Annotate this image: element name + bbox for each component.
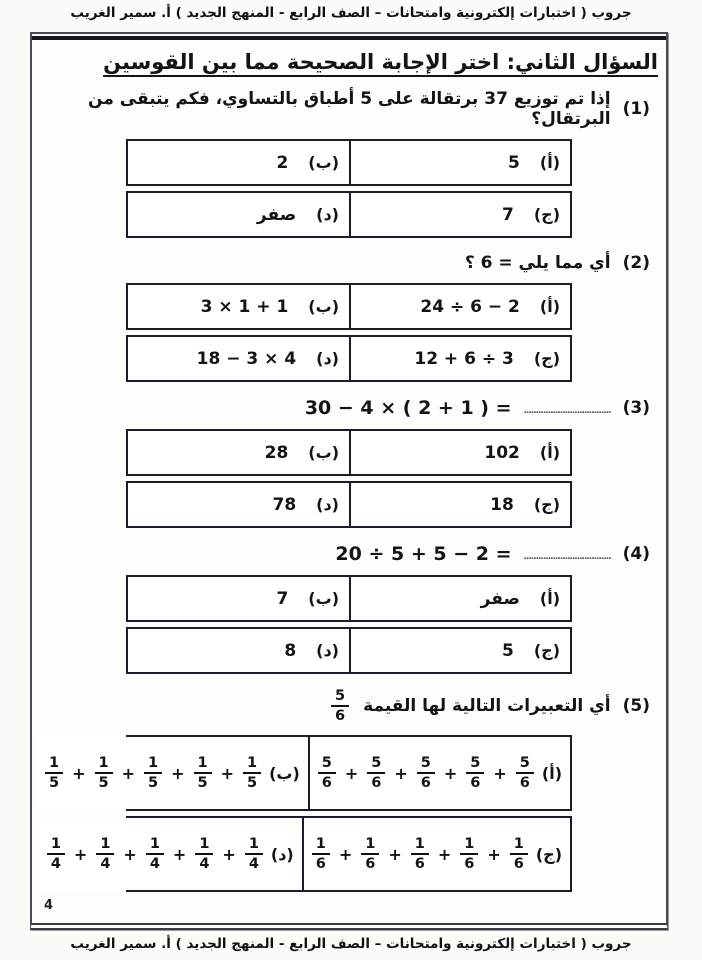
option-label: (أ) xyxy=(539,297,560,316)
fraction-sum xyxy=(318,754,534,792)
fraction-term: $\frac{5}{6}$ xyxy=(367,754,385,792)
fraction-denominator: 6 xyxy=(335,708,346,725)
option-label: (ب) xyxy=(308,153,339,172)
plus-sign: + xyxy=(487,844,501,864)
option-cell-c[interactable] xyxy=(349,629,570,672)
fraction-numerator: 5 xyxy=(331,687,349,707)
fraction-term: $\frac{1}{4}$ xyxy=(96,835,114,873)
question-3-options xyxy=(126,429,572,528)
answer-blank: .................................... xyxy=(523,406,611,416)
option-value: 3 × 1 + 1 xyxy=(200,296,289,317)
fraction-sum xyxy=(47,835,263,873)
option-cell-b[interactable] xyxy=(128,141,349,184)
question-number: (3) xyxy=(622,398,650,418)
question-number: (2) xyxy=(622,253,650,273)
option-cell-c[interactable] xyxy=(349,337,570,380)
question-2-head xyxy=(48,253,650,273)
option-value: 18 − 3 × 4 xyxy=(196,348,297,369)
fraction-sum xyxy=(312,835,528,873)
option-value: 8 xyxy=(284,640,297,661)
page-number: 4 xyxy=(44,898,54,913)
option-label: (ج) xyxy=(533,495,560,514)
page-footer: جروب ( اختبارات إلكترونية وامتحانات – الصف الرابع - المنهج الجديد ) أ. سمير الغريب xyxy=(70,936,632,952)
plus-sign: + xyxy=(338,844,353,864)
plus-sign: + xyxy=(73,844,88,864)
question-number: (5) xyxy=(622,696,650,717)
plus-sign: + xyxy=(123,844,137,864)
option-value: 78 xyxy=(272,494,297,515)
question-1-head xyxy=(48,89,650,129)
plus-sign: + xyxy=(394,763,408,783)
option-label: (د) xyxy=(270,844,294,864)
question-2-options xyxy=(126,283,572,382)
plus-sign: + xyxy=(222,844,236,864)
option-label: (ج) xyxy=(535,844,562,864)
option-row xyxy=(126,283,572,330)
plus-sign: + xyxy=(172,844,187,864)
option-label: (ج) xyxy=(533,641,560,660)
question-2 xyxy=(32,253,666,382)
option-label: (أ) xyxy=(539,589,560,608)
option-value: 7 xyxy=(502,204,514,225)
section-title: السؤال الثاني: اختر الإجابة الصحيحة مما بين القوسين xyxy=(103,50,658,74)
option-value: صفر xyxy=(256,204,297,225)
fraction-term: $\frac{5}{6}$ xyxy=(417,754,435,792)
option-cell-b[interactable] xyxy=(128,431,349,474)
fraction-term: $\frac{1}{4}$ xyxy=(245,835,263,873)
fraction-term: $\frac{1}{4}$ xyxy=(47,835,65,873)
plus-sign: + xyxy=(121,763,135,783)
fraction-term: $\frac{1}{4}$ xyxy=(146,835,164,873)
question-number: (1) xyxy=(622,99,650,119)
option-cell-c[interactable] xyxy=(302,818,570,890)
option-value: 18 xyxy=(490,494,514,515)
question-text: أي التعبيرات التالية لها القيمة xyxy=(363,696,611,717)
option-value: 2 xyxy=(276,152,289,173)
fraction-term: $\frac{5}{6}$ xyxy=(516,754,534,792)
fraction-term: $\frac{1}{6}$ xyxy=(510,835,528,873)
option-value: 7 xyxy=(276,588,289,609)
option-label: (ج) xyxy=(533,349,560,368)
option-row xyxy=(126,481,572,528)
fraction-term: $\frac{1}{4}$ xyxy=(195,835,213,873)
option-label: (أ) xyxy=(539,443,560,462)
fraction-sum xyxy=(45,754,261,792)
option-cell-a[interactable] xyxy=(349,141,570,184)
option-cell-b[interactable] xyxy=(37,737,308,809)
option-cell-a[interactable] xyxy=(308,737,570,809)
plus-sign: + xyxy=(388,844,402,864)
option-cell-d[interactable] xyxy=(128,483,349,526)
fraction-term: $\frac{5}{6}$ xyxy=(466,754,484,792)
option-label: (د) xyxy=(316,205,339,224)
option-label: (أ) xyxy=(541,763,562,783)
page-header: جروب ( اختبارات إلكترونية وامتحانات – الصف الرابع - المنهج الجديد ) أ. سمير الغريب xyxy=(70,5,632,21)
question-1 xyxy=(32,89,666,238)
plus-sign: + xyxy=(493,763,507,783)
option-value: صفر xyxy=(480,588,520,609)
fraction-term: $\frac{1}{5}$ xyxy=(144,754,162,792)
question-4-head xyxy=(48,543,650,565)
option-label: (د) xyxy=(316,495,339,514)
question-5 xyxy=(32,687,666,892)
option-cell-d[interactable] xyxy=(128,337,349,380)
fraction-term: $\frac{1}{6}$ xyxy=(312,835,330,873)
option-cell-c[interactable] xyxy=(349,193,570,236)
fraction-term: $\frac{5}{6}$ xyxy=(318,754,336,792)
option-label: (د) xyxy=(316,349,339,368)
option-row xyxy=(126,335,572,382)
option-row xyxy=(126,429,572,476)
option-label: (ب) xyxy=(308,443,339,462)
fraction-term: $\frac{1}{5}$ xyxy=(95,754,113,792)
plus-sign: + xyxy=(344,763,359,783)
option-cell-d[interactable] xyxy=(128,629,349,672)
option-value: 102 xyxy=(484,442,520,463)
option-label: (ب) xyxy=(308,589,339,608)
question-number: (4) xyxy=(622,544,650,564)
option-row xyxy=(126,191,572,238)
question-4 xyxy=(32,543,666,674)
option-row xyxy=(50,816,572,892)
plus-sign: + xyxy=(220,763,234,783)
option-value: 12 + 6 ÷ 3 xyxy=(414,348,514,369)
target-fraction xyxy=(331,687,349,725)
question-1-options xyxy=(126,139,572,238)
option-cell-a[interactable] xyxy=(349,431,570,474)
option-cell-b[interactable] xyxy=(128,285,349,328)
fraction-term: $\frac{1}{6}$ xyxy=(361,835,379,873)
question-text: إذا تم توزيع 37 برتقالة على 5 أطباق بالتساوي، فكم يتبقى من البرتقال؟ xyxy=(88,89,611,129)
fraction-term: $\frac{1}{5}$ xyxy=(243,754,261,792)
fraction-term: $\frac{1}{6}$ xyxy=(460,835,478,873)
option-label: (ج) xyxy=(533,205,560,224)
question-5-head xyxy=(48,687,650,725)
option-label: (ب) xyxy=(269,763,300,783)
option-row xyxy=(49,735,572,811)
fraction-term: $\frac{1}{5}$ xyxy=(194,754,212,792)
option-value: 5 xyxy=(508,152,520,173)
option-cell-d[interactable] xyxy=(39,818,302,890)
option-row xyxy=(126,627,572,674)
exam-frame xyxy=(30,32,668,930)
fraction-term: $\frac{1}{5}$ xyxy=(45,754,63,792)
fraction-term: $\frac{1}{6}$ xyxy=(411,835,429,873)
answer-blank: .................................... xyxy=(523,552,611,562)
option-value: 28 xyxy=(264,442,289,463)
option-row xyxy=(126,139,572,186)
option-label: (أ) xyxy=(539,153,560,172)
option-cell-a[interactable] xyxy=(349,577,570,620)
plus-sign: + xyxy=(437,844,452,864)
question-5-options xyxy=(49,735,572,892)
option-row xyxy=(126,575,572,622)
plus-sign: + xyxy=(171,763,185,783)
option-label: (د) xyxy=(316,641,339,660)
option-cell-a[interactable] xyxy=(349,285,570,328)
option-label: (ب) xyxy=(308,297,339,316)
question-text: أي مما يلي = 6 ؟ xyxy=(464,253,611,273)
option-value: 24 ÷ 6 − 2 xyxy=(420,296,520,317)
option-cell-d[interactable] xyxy=(128,193,349,236)
option-cell-c[interactable] xyxy=(349,483,570,526)
question-3 xyxy=(32,397,666,528)
plus-sign: + xyxy=(443,763,458,783)
question-3-head xyxy=(48,397,650,419)
plus-sign: + xyxy=(72,763,86,783)
question-4-options xyxy=(126,575,572,674)
question-equation: 30 − 4 × ( 2 + 1 ) = xyxy=(304,397,512,419)
question-equation: 20 ÷ 5 + 5 − 2 = xyxy=(335,543,512,565)
option-cell-b[interactable] xyxy=(128,577,349,620)
option-value: 5 xyxy=(502,640,514,661)
